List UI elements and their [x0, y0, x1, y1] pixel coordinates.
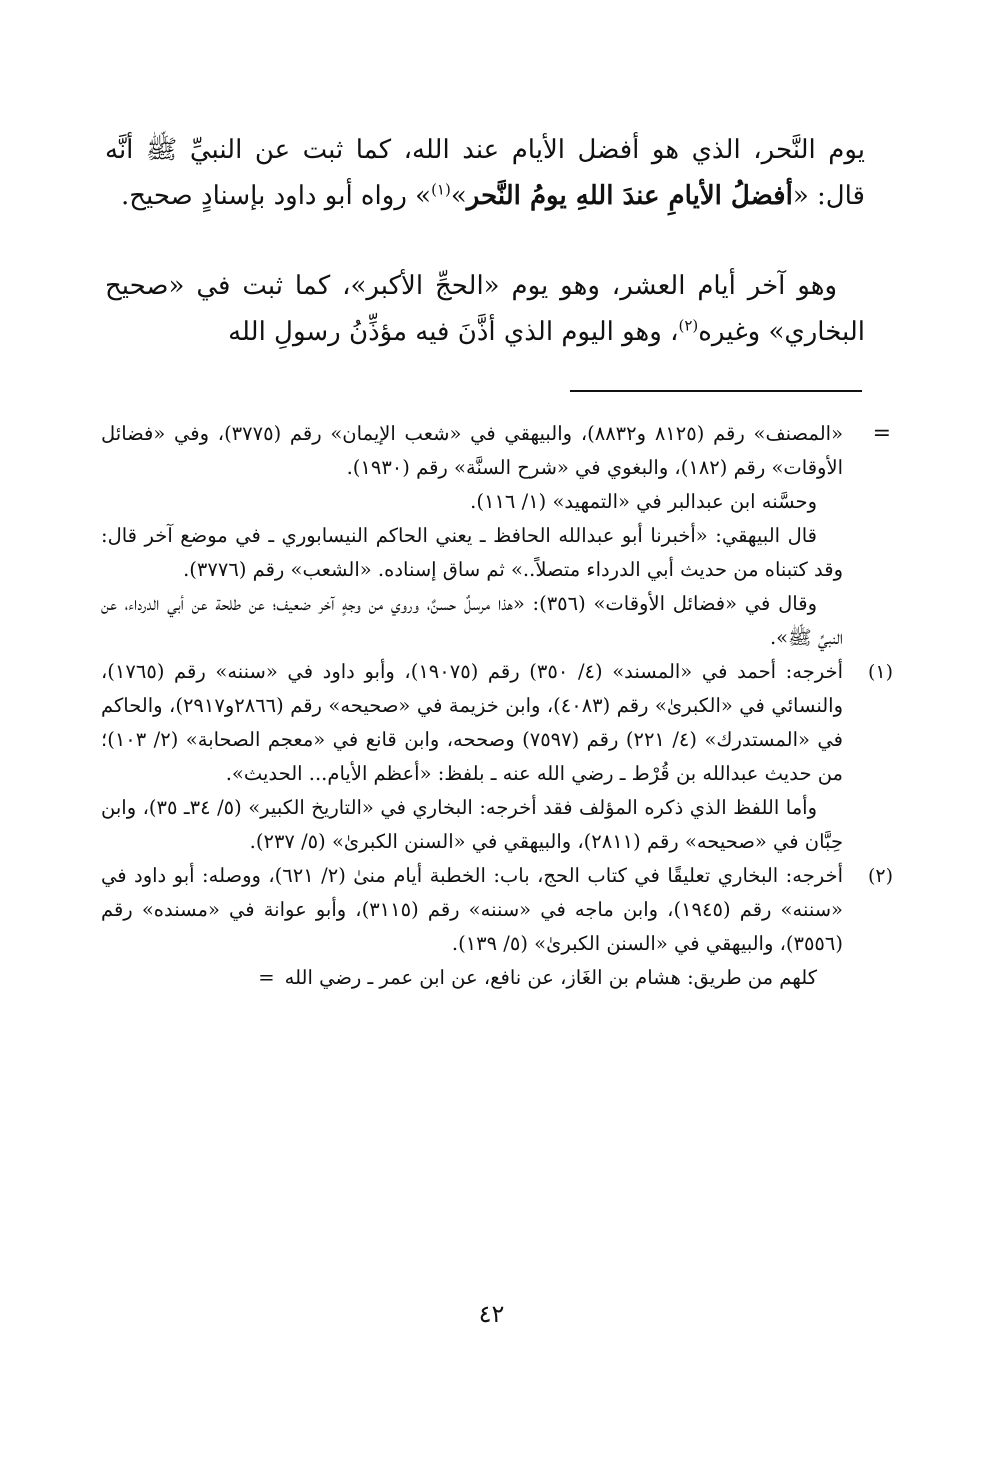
- carryover-text: «المصنف» رقم (٨١٢٥ و٨٨٣٢)، والبيهقي في «شعب الإيمان» رقم (٣٧٧٥)، وفي «فضائل الأوقات» رقم (١٨٢)، والبغوي في «شرح السنَّة» رقم (١٩٣٠).: [101, 422, 843, 479]
- footnotes: [101, 417, 893, 995]
- carryover-mark: =: [872, 421, 891, 446]
- footnote-2-continuation-text: كلهم من طريق: هشام بن الغَاز، عن نافع، عن ابن عمر ـ رضي الله: [284, 966, 817, 989]
- footnote-carryover: [101, 417, 891, 485]
- p1-closing-quote: »: [450, 181, 467, 211]
- footnote-ref-2[interactable]: (٢): [678, 316, 699, 335]
- p1-text-start: يوم النَّحر، الذي هو أفضل الأيام عند الله، كما ثبت عن النبيِّ ﷺ أنَّه قال: «: [105, 135, 865, 211]
- footnote-ref-1[interactable]: (١): [431, 180, 451, 199]
- footnote-2-number: (٢): [867, 865, 893, 887]
- page-number: ٤٢: [478, 1300, 505, 1328]
- p2-text-end: ، وهو اليوم الذي أذَّنَ فيه مؤذِّنُ رسولِ الله: [228, 317, 679, 347]
- carryover-para-4: وقال في «فضائل الأوقات» (٣٥٦): «هذا مرسلٌ حسنٌ، وروي من وجهٍ آخر ضعيف؛ عن طلحة عن أبي الدرداء، عن النبيِّ ﷺ».: [101, 592, 843, 649]
- footnote-1-continuation: وأما اللفظ الذي ذكره المؤلف فقد أخرجه: البخاري في «التاريخ الكبير» (٥/ ٣٤ـ ٣٥)، وابن حِبَّان في «صحيحه» رقم (٢٨١١)، والبيهقي في «السنن الكبرىٰ» (٥/ ٢٣٧).: [101, 796, 843, 853]
- footnote-1-text: أخرجه: أحمد في «المسند» (٤/ ٣٥٠) رقم (١٩٠٧٥)، وأبو داود في «سننه» رقم (١٧٦٥)، والنسائي في «الكبرىٰ» رقم (٤٠٨٣)، وابن خزيمة في «صحيحه» رقم (٢٨٦٦و٢٩١٧)، والحاكم في «المستدرك» (٤/ ٢٢١) رقم (٧٥٩٧) وصححه، وابن قانع في «معجم الصحابة» (٢/ ١٠٣)؛ من حديث عبدالله بن قُرْط ـ رضي الله عنه ـ بلفظ: «أعظم الأيام... الحديث».: [101, 660, 843, 785]
- carryover-para-3: قال البيهقي: «أخبرنا أبو عبدالله الحافظ ـ يعني الحاكم النيسابوري ـ في موضع آخر قال: وقد كتبناه من حديث أبي الدرداء متصلاً..» ثم ساق إسناده. «الشعب» رقم (٣٧٧٦).: [101, 524, 843, 581]
- footnote-2-text: أخرجه: البخاري تعليقًا في كتاب الحج، باب: الخطبة أيام منىٰ (٢/ ٦٢١)، ووصله: أبو داود في «سننه» رقم (١٩٤٥)، وابن ماجه في «سننه» رقم (٣١١٥)، وأبو عوانة في «مسنده» رقم (٣٥٥٦)، والبيهقي في «السنن الكبرىٰ» (٥/ ١٣٩).: [101, 864, 843, 955]
- main-paragraph-1: [105, 127, 865, 219]
- p1-hadith-quote: أفضلُ الأيامِ عندَ اللهِ يومُ النَّحر: [466, 181, 793, 211]
- footnote-1: [101, 655, 893, 791]
- footnote-1-number: (١): [867, 661, 893, 683]
- carryover-para-2: وحسَّنه ابن عبدالبر في «التمهيد» (١/ ١١٦).: [470, 490, 817, 513]
- p2-text-start: وهو آخر أيام العشر، وهو يوم «الحجِّ الأكبر»، كما ثبت في «صحيح البخاري» وغيره: [105, 271, 865, 347]
- footnote-separator: [570, 390, 862, 392]
- footnote-2-continuation: [101, 961, 843, 995]
- continue-mark: =: [258, 966, 275, 989]
- main-paragraph-2: [105, 263, 865, 355]
- p1-text-end: » رواه أبو داود بإسنادٍ صحيح.: [121, 181, 432, 211]
- footnote-2: [101, 859, 893, 961]
